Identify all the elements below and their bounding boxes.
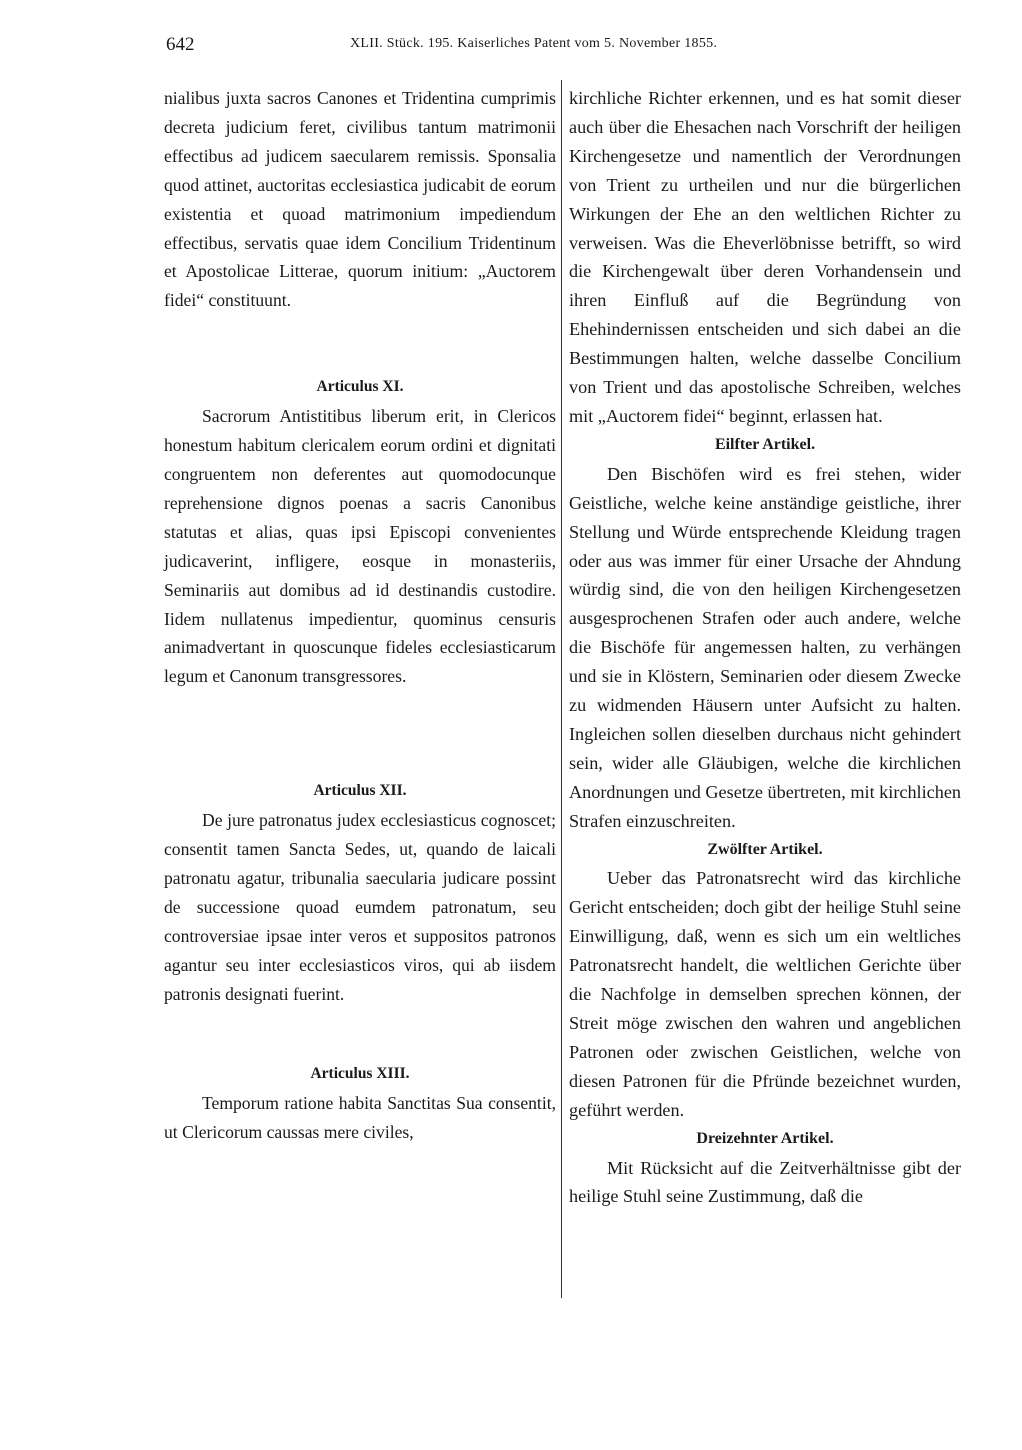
german-article-12-heading: Zwölfter Artikel. [707,840,823,858]
latin-article-13-text: Temporum ratione habita Sanctitas Sua consentit, ut Clericorum caussas mere civiles, [164,1093,556,1143]
latin-intro-paragraph: nialibus juxta sacros Canones et Tridentina cumprimis decreta judicium feret, civilibus tantum matrimonii effectibus ad judicem saecularem remissis. Sponsalia quod attinet, auctoritas ecclesiastica judicabit de eorum existentia et quoad matrimonium impediendum effectibus, servatis quae idem Concilium Tridentinum et Apostolicae Litterae, quorum initium: „Auctorem fidei“ constituunt. [164,88,556,311]
german-article-13-text: Mit Rücksicht auf die Zeitverhältnisse gibt der heilige Stuhl seine Zustimmung, daß die [569,1157,961,1207]
german-article-13-heading: Dreizehnter Artikel. [696,1129,834,1147]
german-article-11-text: Den Bischöfen wird es frei stehen, wider Geistliche, welche keine anständige geistliche, ihrer Stellung und Würde entsprechende Kleidung tragen oder aus was immer für einer Ursache der Ahndung würdig sind, die von den heiligen Kirchengesetzen ausgesprochenen Strafen oder auch andere, welche die Bischöfe für angemessen halten, zu verhängen und sie in Klöstern, Seminarien oder diesem Zwecke zu widmenden Häusern unter Aufsicht zu halten. Ingleichen sollen dieselben durchaus nicht gehindert sein, wider alle Gläubigen, welche die kirchlichen Anordnungen und Gesetze übertreten, mit kirchlichen Strafen einzuschreiten. [569,463,961,831]
latin-article-11-text: Sacrorum Antistitibus liberum erit, in Clericos honestum habitum clericalem eorum ordini et dignitati congruentem non deferentes aut quomodocunque reprehensione dignos poenas a sacris Canonibus statutas et alias, quas ipsi Episcopi convenientes judicaverint, infligere, eosque in monasteriis, Seminariis aut domibus ad id destinandis custodire. Iidem nullatenus impedientur, quominus censuris animadvertant in quoscunque fideles ecclesiasticarum legum et Canonum transgressores. [164,406,556,687]
spacer [164,691,556,777]
german-intro-paragraph: kirchliche Richter erkennen, und es hat somit dieser auch über die Ehesachen nach Vorschrift der heiligen Kirchengesetze und namentlich der Verordnungen von Trient zu urtheilen und nur die bürgerlichen Wirkungen der Ehe an den weltlichen Richter zu verweisen. Was die Eheverlöbnisse betrifft, so wird die Kirchengewalt über deren Vorhandensein und ihren Einfluß auf die Begründung von Ehehindernissen entscheiden und sich dabei an die Bestimmungen halten, welche dasselbe Concilium von Trient und das apostolische Schreiben, welches mit „Auctorem fidei“ beginnt, erlassen hat. [569,88,961,426]
page-header [0,34,1022,56]
latin-column [164,84,556,1147]
german-article-12-text: Ueber das Patronatsrecht wird das kirchliche Gericht entscheiden; doch gibt der heilige Stuhl seine Einwilligung, daß, wenn es sich um ein weltliches Patronatsrecht handelt, die weltlichen Gerichte über die Nachfolge in demselben sprechen können, der Streit möge zwischen den wahren und angeblichen Patronen oder zwischen Geistlichen, welche von diesen Patronen für die Pfründe bezeichnet wurden, geführt werden. [569,868,961,1120]
latin-article-13-heading: Articulus XIII. [310,1065,410,1083]
latin-article-11-heading: Articulus XI. [316,378,404,396]
german-article-11-heading: Eilfter Artikel. [714,435,816,453]
latin-article-12-heading: Articulus XII. [313,782,407,800]
latin-article-12-text: De jure patronatus judex ecclesiasticus cognoscet; consentit tamen Sancta Sedes, ut, quando de laicali patronatu agatur, tribunalia saecularia judicare possint de successione quoad eumdem patronatum, seu controversiae ipsae inter veros et suppositos patronos agantur seu inter ecclesiasticos viros, qui ab iisdem patronis designati fuerint. [164,810,556,1004]
spacer [164,315,556,373]
page-number: 642 [166,34,195,55]
column-divider [561,80,562,1298]
spacer [164,1008,556,1060]
running-head: XLII. Stück. 195. Kaiserliches Patent vom 5. November 1855. [350,36,718,51]
german-column [569,84,961,1211]
